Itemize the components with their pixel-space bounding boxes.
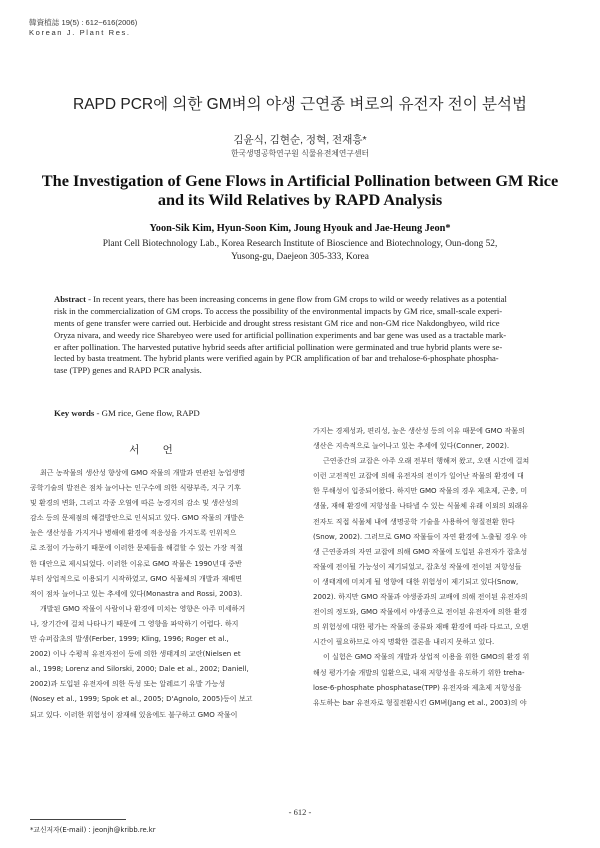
keywords bbox=[54, 408, 200, 418]
journal-citation bbox=[29, 18, 137, 38]
footnote-rule bbox=[30, 819, 126, 820]
body-line: 이 생태계에 미치게 될 영향에 대한 위험성이 제기되고 있다(Snow, bbox=[313, 576, 519, 586]
body-line: 전이의 정도와, GMO 작물에서 야생종으로 전이된 유전자에 의한 환경 bbox=[313, 607, 528, 617]
body-line: 한 대안으로 제시되었다. 이러한 이유로 GMO 작물은 1990년대 중반 bbox=[30, 558, 242, 568]
institution-english bbox=[0, 238, 600, 264]
body-line: 시간이 필요하므로 아직 명확한 결론을 내리지 못하고 있다. bbox=[313, 637, 495, 647]
body-line: 2002). 하지만 GMO 작물과 야생종과의 교배에 의해 전이된 유전자의 bbox=[313, 592, 528, 602]
abstract-line: Oryza nivara, and weedy rice Sharebyeo were used for artificial pollination experiments and bar gene was used as a tractable mark- bbox=[54, 329, 507, 340]
body-line: (Nosey et al., 1999; Spok et al., 2005; D'Agnolo, 2005)등이 보고 bbox=[30, 694, 253, 704]
body-line: 및 환경의 변화, 그리고 각종 오염에 따른 농경지의 감소 및 생산성의 bbox=[30, 498, 239, 508]
body-line: 이 실험은 GMO 작물의 개발과 상업적 이용을 위한 GMO의 환경 위 bbox=[323, 652, 530, 662]
authors-korean: 김윤식, 김현순, 정혁, 전재흥* bbox=[233, 134, 367, 146]
body-line: 생산은 지속적으로 늘어나고 있는 추세에 있다(Conner, 2002). bbox=[313, 441, 510, 451]
abstract-line: ments of gene transfer were carried out. Herbicide and drought stress resistant GM rice and non-GM rice Nakdongbyeo, wild rice bbox=[54, 317, 500, 328]
page-number: - 612 - bbox=[288, 807, 312, 817]
body-line: 가지는 경제성과, 편리성, 높은 생산성 등의 이유 때문에 GMO 작물의 bbox=[313, 426, 525, 435]
title-english-line: The Investigation of Gene Flows in Artificial Pollination between GM Rice bbox=[41, 171, 559, 190]
body-line: 만 슈퍼잡초의 발생(Ferber, 1999; Kling, 1996; Roger et al., bbox=[30, 634, 229, 644]
body-line: (Snow, 2002). 그러므로 GMO 작물들이 자연 환경에 노출될 경우 야 bbox=[313, 531, 527, 541]
body-line: 생 근연종과의 자연 교잡에 의해 GMO 작물에 도입된 유전자가 잡초성 bbox=[313, 546, 528, 556]
body-line: 전자도 직접 식물체 내에 생명공학 기술을 사용하여 형질전환 한다 bbox=[313, 516, 515, 526]
title-english-line: and its Wild Relatives by RAPD Analysis bbox=[157, 190, 443, 209]
abstract-line: lected by basta treatment. The hybrid plants were verified again by PCR amplification of bar and trehalose-6-phosphate phospha- bbox=[54, 353, 499, 364]
journal-name-english: Korean J. Plant Res. bbox=[29, 28, 131, 37]
body-line: al., 1998; Lorenz and Silorski, 2000; Dale et al., 2002; Daniell, bbox=[30, 664, 249, 674]
body-line: 개발된 GMO 작물이 사람이나 환경에 미치는 영향은 아주 미세하거 bbox=[40, 603, 246, 613]
body-line: 공학기술의 발전은 점차 늘어나는 인구수에 의한 식량부족, 지구 기후 bbox=[30, 483, 241, 493]
body-line: 감소 등의 문제점의 해결방안으로 인식되고 있다. GMO 작물의 개발은 bbox=[30, 513, 245, 523]
body-line: 근연종간의 교잡은 아주 오래 전부터 행해져 왔고, 오랜 시간에 걸쳐 bbox=[323, 456, 530, 466]
title-english bbox=[0, 171, 600, 209]
section-heading-introduction: 서 언 bbox=[129, 444, 183, 456]
keywords-text: - GM rice, Gene flow, RAPD bbox=[94, 408, 200, 418]
abstract-label: Abstract bbox=[54, 294, 86, 304]
abstract bbox=[54, 294, 550, 377]
body-line: 최근 농작물의 생산성 향상에 GMO 작물의 개발과 연관된 농업생명 bbox=[40, 468, 246, 477]
abstract-line: risk in the commercialization of GM crops. To access the possibility of the environmental impacts by GM rice, small-scale experi- bbox=[54, 305, 503, 316]
body-line: 2002)과 도입된 유전자에 의한 독성 또는 알레르기 유발 가능성 bbox=[30, 679, 226, 689]
body-line: 유도하는 bar 유전자로 형질전환시킨 GM벼(Jang et al., 2003)의 야 bbox=[313, 697, 527, 707]
body-line: lose-6-phosphate phosphatase(TPP) 유전자와 제초제 저항성을 bbox=[313, 682, 522, 692]
body-column-right bbox=[313, 423, 571, 710]
body-line: 나, 장기간에 걸쳐 나타나기 때문에 그 영향을 파악하기 어렵다. 하지 bbox=[30, 618, 239, 628]
keywords-label: Key words bbox=[54, 408, 95, 418]
institution-english-line: Plant Cell Biotechnology Lab., Korea Research Institute of Bioscience and Biotechnology, Oun-dong 52, bbox=[102, 239, 498, 249]
body-line: 해성 평가기술 개발의 일환으로, 내재 저항성을 유도하기 위한 treha- bbox=[313, 667, 525, 677]
body-line: 높은 생산성을 가지거나 병해에 환경에 적응성을 가지도록 인위적으 bbox=[30, 528, 237, 538]
body-line: 되고 있다. 이러한 위험성이 잠재해 있음에도 불구하고 GMO 작물이 bbox=[30, 709, 238, 719]
body-line: 2002) 이나 수평적 유전자전이 등에 의한 생태계의 교란(Nielsen et bbox=[30, 649, 241, 659]
body-line: 적이 점차 늘어나고 있는 추세에 있다(Monastra and Rossi, 2003). bbox=[30, 588, 243, 598]
body-line: 의 위험성에 대한 평가는 작물의 종류와 재배 환경에 따라 다르고, 오랜 bbox=[313, 622, 529, 632]
abstract-line: tase (TPP) genes and RAPD PCR analysis. bbox=[54, 365, 202, 376]
body-line: 이런 고전적인 교잡에 의해 유전자의 전이가 일어난 작물의 환경에 대 bbox=[313, 471, 524, 481]
authors-english: Yoon-Sik Kim, Hyun-Soon Kim, Joung Hyouk and Jae-Heung Jeon* bbox=[149, 223, 451, 234]
body-line: 작물에 전이될 가능성이 제기되었고, 잡초성 작물에 전이된 저항성들 bbox=[313, 561, 522, 571]
body-line: 생물, 재해 환경에 저항성을 나타낼 수 있는 식물체 유래 이외의 외래유 bbox=[313, 501, 529, 511]
body-line: 부터 상업적으로 이용되기 시작하였고, GMO 식물체의 개발과 재배면 bbox=[30, 573, 242, 583]
institution-english-line: Yusong-gu, Daejeon 305-333, Korea bbox=[231, 252, 369, 262]
journal-citation-korean: 韓資植誌 19(5) : 612~616(2006) bbox=[29, 18, 138, 27]
abstract-text: - In recent years, there has been increasing concerns in gene flow from GM crops to wild or weedy relatives as a potential bbox=[85, 294, 507, 304]
body-line: 로 조절이 가능하기 때문에 이러한 문제들을 해결할 수 있는 가장 적절 bbox=[30, 543, 244, 553]
title-korean: RAPD PCR에 의한 GM벼의 야생 근연종 벼로의 유전자 전이 분석법 bbox=[73, 96, 527, 113]
abstract-line: er after pollination. The harvested putative hybrid seeds after artificial pollination were germinated and true hybrid plants were se- bbox=[54, 341, 503, 352]
institution-korean: 한국생명공학연구원 식물유전체연구센터 bbox=[230, 149, 370, 158]
abstract-line bbox=[54, 294, 550, 306]
body-line: 한 무해성이 입증되어왔다. 하지만 GMO 작물의 경우 제초제, 곤충, 미 bbox=[313, 486, 528, 496]
body-column-left bbox=[30, 465, 286, 722]
corresponding-author-footnote: *교신저자(E-mail) : jeonjh@kribb.re.kr bbox=[30, 826, 156, 834]
